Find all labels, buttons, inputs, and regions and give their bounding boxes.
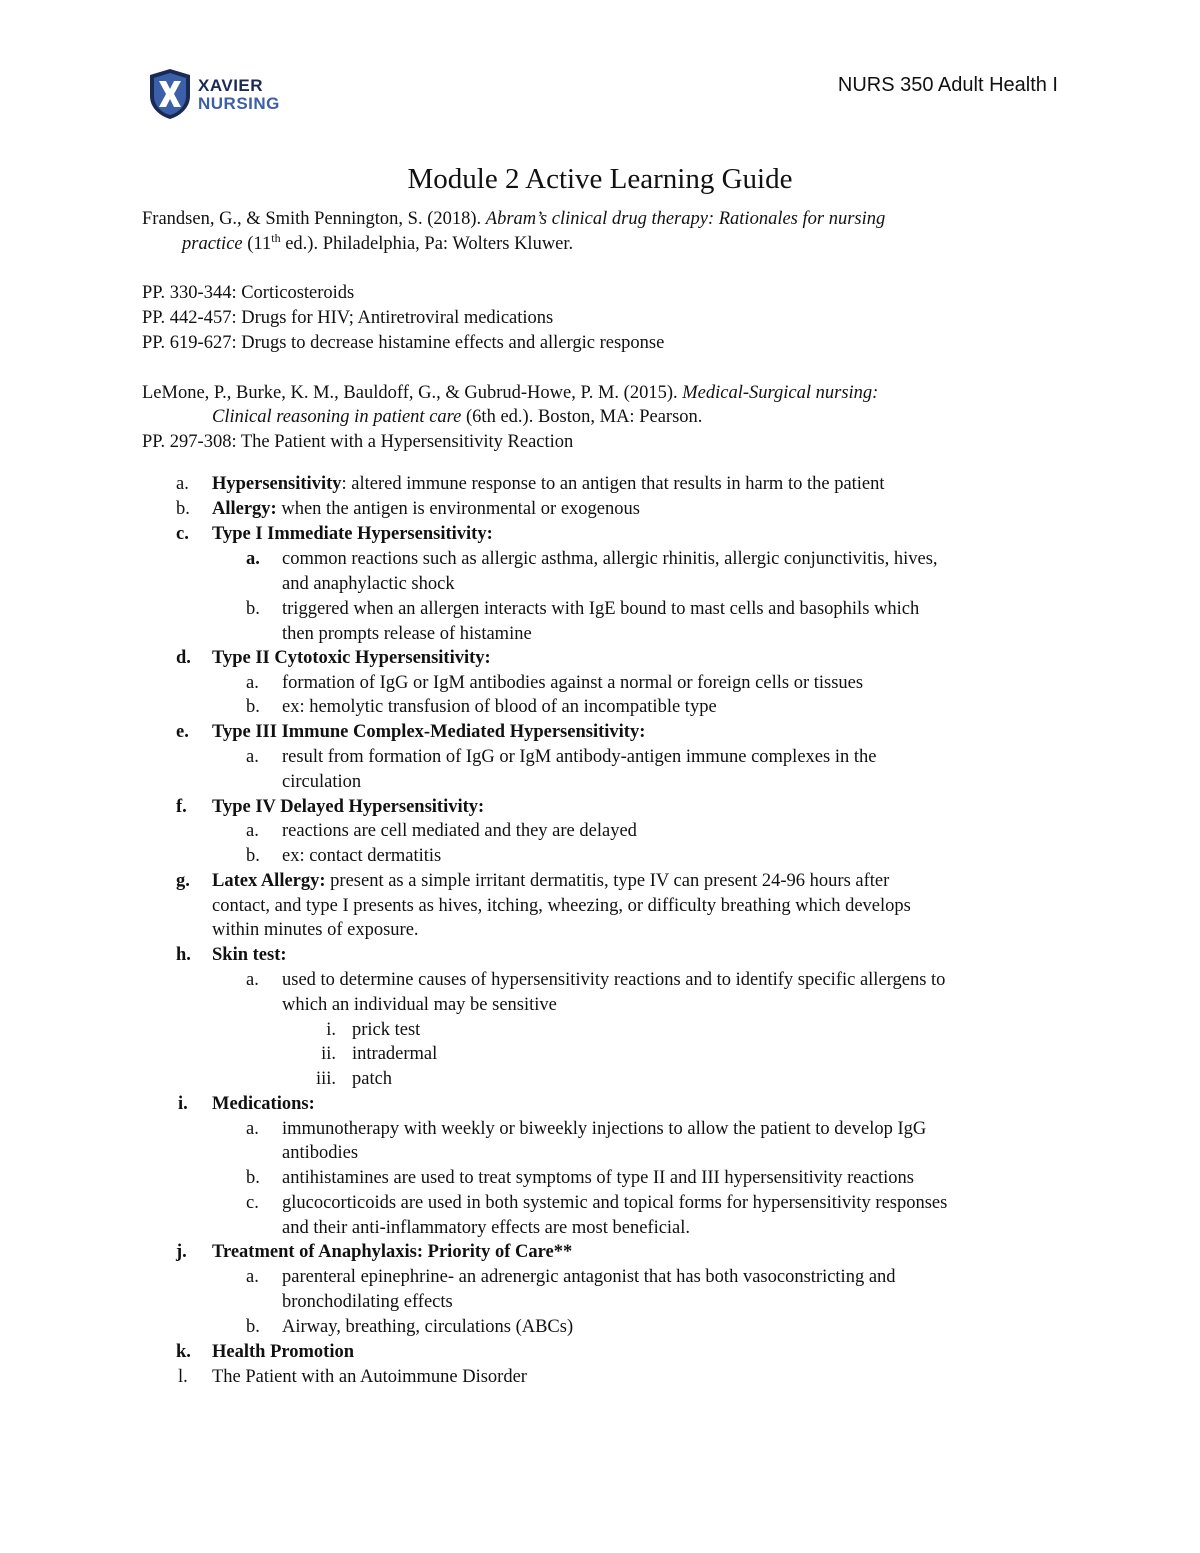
sub-item-text: common reactions such as allergic asthma, allergic rhinitis, allergic conjunctivitis, hives, — [282, 549, 938, 569]
logo-text-nursing: NURSING — [198, 94, 280, 113]
outline-term: Latex Allergy: — [212, 871, 326, 891]
sub-item-text: then prompts release of histamine — [282, 624, 532, 644]
sub-item-text: glucocorticoids are used in both systemic and topical forms for hypersensitivity responses — [282, 1193, 948, 1213]
xavier-nursing-logo — [148, 68, 288, 122]
sub-item-text: which an individual may be sensitive — [282, 995, 557, 1015]
reference-2-line-2 — [212, 408, 702, 427]
sub-label: a. — [246, 821, 259, 841]
sub-label: a. — [246, 970, 259, 990]
outline-label: f. — [176, 797, 187, 817]
sub-item-text: used to determine causes of hypersensitivity reactions and to identify specific allergens to — [282, 970, 946, 990]
outline-term-type-2: Type II Cytotoxic Hypersensitivity: — [212, 648, 491, 668]
outline-term-medications: Medications: — [212, 1094, 315, 1114]
reference-2-book-title: Medical-Surgical nursing: — [682, 383, 879, 403]
sub-label: a. — [246, 747, 259, 767]
roman-item-text: prick test — [352, 1020, 421, 1040]
pages-line: PP. 442-457: Drugs for HIV; Antiretroviral medications — [142, 308, 554, 328]
outline-term-anaphylaxis: Treatment of Anaphylaxis: Priority of Care** — [212, 1242, 573, 1262]
outline-label: g. — [176, 871, 190, 891]
sub-label: a. — [246, 673, 259, 693]
outline-term-type-3: Type III Immune Complex-Mediated Hypersensitivity: — [212, 722, 646, 742]
course-title: NURS 350 Adult Health I — [837, 74, 1058, 96]
reference-2-publisher: (6th ed.). Boston, MA: Pearson. — [461, 407, 703, 427]
outline-term-skin-test: Skin test: — [212, 945, 287, 965]
pages-line: PP. 297-308: The Patient with a Hypersensitivity Reaction — [142, 432, 574, 452]
reference-1-book-title: Abram’s clinical drug therapy: Rationales for nursing — [485, 209, 886, 229]
logo-text-xavier: XAVIER — [198, 76, 264, 95]
outline-text: present as a simple irritant dermatitis, type IV can present 24-96 hours after — [325, 871, 890, 891]
reference-1-line-2 — [182, 231, 574, 254]
sub-item-text: formation of IgG or IgM antibodies against a normal or foreign cells or tissues — [282, 673, 864, 693]
sub-item-text: reactions are cell mediated and they are delayed — [282, 821, 637, 841]
outline-term-type-1: Type I Immediate Hypersensitivity: — [212, 524, 493, 544]
outline-item-allergy — [212, 500, 640, 519]
outline-label: e. — [176, 722, 189, 742]
sub-item-text: ex: contact dermatitis — [282, 846, 442, 866]
reference-1-publisher: ed.). Philadelphia, Pa: Wolters Kluwer. — [280, 234, 574, 254]
outline-label: l. — [178, 1367, 188, 1387]
shield-icon — [148, 68, 192, 120]
sub-item-text: and their anti-inflammatory effects are most beneficial. — [282, 1218, 691, 1238]
outline-text: : altered immune response to an antigen that results in harm to the patient — [341, 474, 885, 494]
sub-label: b. — [246, 1317, 260, 1337]
outline-term-health-promotion: Health Promotion — [212, 1342, 354, 1362]
outline-label: b. — [176, 499, 190, 519]
sub-item-text: circulation — [282, 772, 362, 792]
outline-label: h. — [176, 945, 191, 965]
sub-item-text: bronchodilating effects — [282, 1292, 453, 1312]
sub-item-text: and anaphylactic shock — [282, 574, 455, 594]
reference-1-edition: (11 — [242, 234, 272, 254]
sub-label: b. — [246, 846, 260, 866]
pages-line: PP. 619-627: Drugs to decrease histamine effects and allergic response — [142, 333, 665, 353]
reference-2-line-1 — [142, 384, 878, 403]
sub-item-text: parenteral epinephrine- an adrenergic antagonist that has both vasoconstricting and — [282, 1267, 896, 1287]
sub-item-text: ex: hemolytic transfusion of blood of an incompatible type — [282, 697, 717, 717]
roman-label: ii. — [321, 1044, 336, 1064]
sub-item-text: result from formation of IgG or IgM antibody-antigen immune complexes in the — [282, 747, 877, 767]
outline-label: d. — [176, 648, 191, 668]
outline-term: Hypersensitivity — [212, 474, 342, 494]
outline-item-latex-allergy — [212, 872, 889, 891]
page-title: Module 2 Active Learning Guide — [407, 163, 793, 195]
outline-label: a. — [176, 474, 189, 494]
sub-label: a. — [246, 1267, 259, 1287]
roman-item-text: intradermal — [352, 1044, 438, 1064]
outline-term: Allergy: — [212, 499, 277, 519]
reference-1-line-1 — [142, 210, 885, 229]
reference-1-edition-sup: th — [271, 231, 281, 245]
sub-label: b. — [246, 697, 260, 717]
outline-label: k. — [176, 1342, 191, 1362]
reference-1-book-title-cont: practice — [182, 234, 243, 254]
sub-item-text: triggered when an allergen interacts with IgE bound to mast cells and basophils which — [282, 599, 920, 619]
roman-label: i. — [326, 1020, 336, 1040]
outline-label: c. — [176, 524, 189, 544]
outline-text: contact, and type I presents as hives, itching, wheezing, or difficulty breathing which develops — [212, 896, 911, 916]
outline-text: when the antigen is environmental or exogenous — [276, 499, 640, 519]
sub-item-text: Airway, breathing, circulations (ABCs) — [282, 1317, 574, 1337]
outline-item-hypersensitivity — [212, 475, 885, 494]
sub-label: c. — [246, 1193, 259, 1213]
outline-term-type-4: Type IV Delayed Hypersensitivity: — [212, 797, 485, 817]
outline-item-autoimmune: The Patient with an Autoimmune Disorder — [212, 1367, 527, 1387]
reference-2-book-title-cont: Clinical reasoning in patient care — [212, 407, 462, 427]
roman-label: iii. — [315, 1069, 336, 1089]
reference-2-authors: LeMone, P., Burke, K. M., Bauldoff, G., & Gubrud-Howe, P. M. (2015). — [142, 383, 683, 403]
outline-text: within minutes of exposure. — [212, 920, 419, 940]
sub-item-text: antibodies — [282, 1143, 359, 1163]
sub-label: a. — [246, 549, 260, 569]
outline-label: j. — [176, 1242, 187, 1262]
pages-line: PP. 330-344: Corticosteroids — [142, 283, 355, 303]
sub-label: b. — [246, 1168, 260, 1188]
outline-label: i. — [178, 1094, 188, 1114]
sub-item-text: immunotherapy with weekly or biweekly injections to allow the patient to develop IgG — [282, 1119, 927, 1139]
reference-1-authors: Frandsen, G., & Smith Pennington, S. (2018). — [142, 209, 486, 229]
sub-label: a. — [246, 1119, 259, 1139]
roman-item-text: patch — [352, 1069, 393, 1089]
sub-item-text: antihistamines are used to treat symptoms of type II and III hypersensitivity reactions — [282, 1168, 914, 1188]
sub-label: b. — [246, 599, 260, 619]
